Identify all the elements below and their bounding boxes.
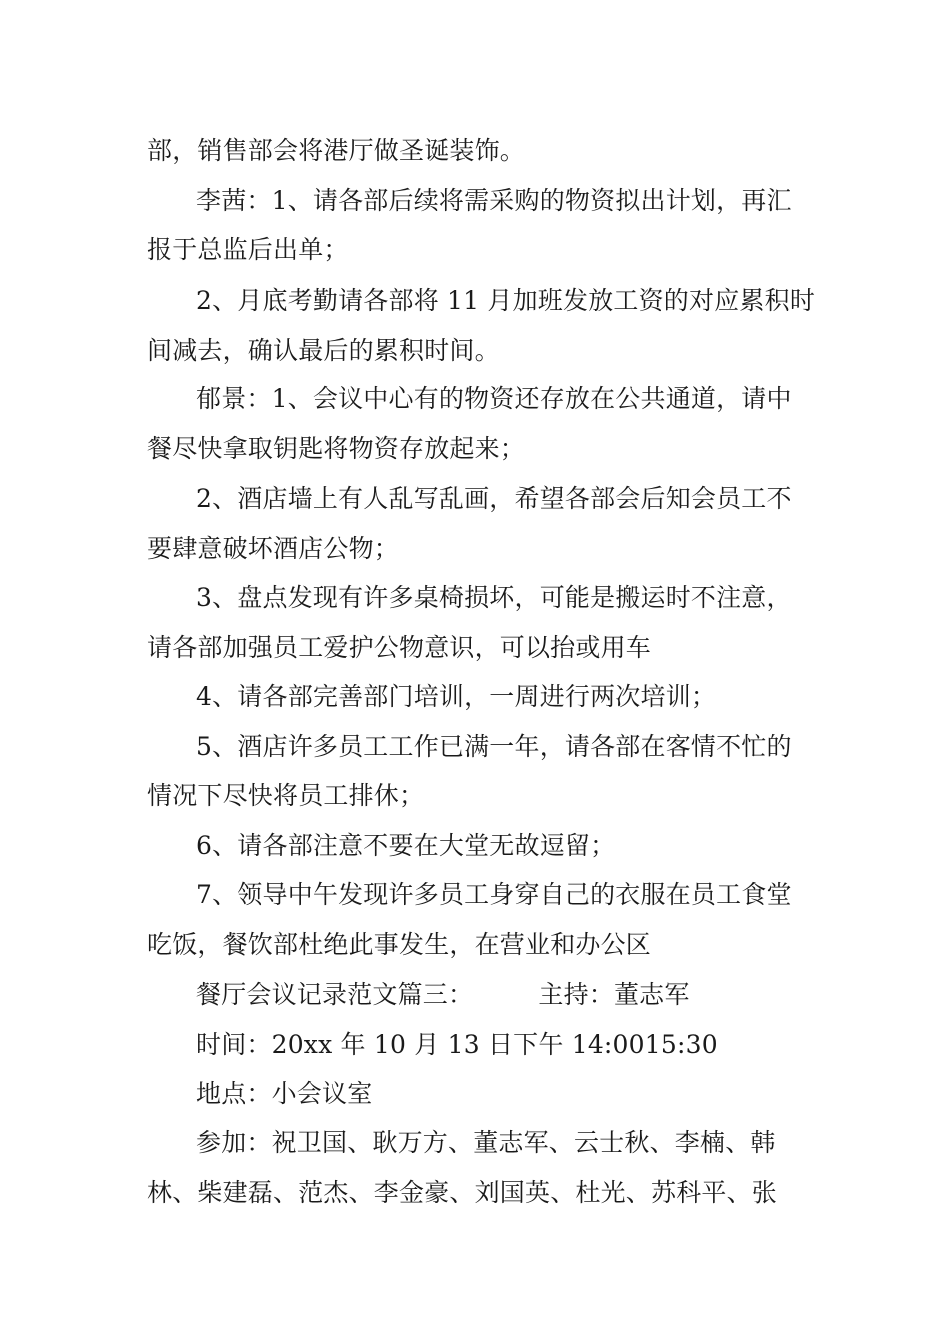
text-line: 2、月底考勤请各部将 11 月加班发放工资的对应累积时: [196, 286, 816, 315]
text-line: 餐尽快拿取钥匙将物资存放起来；: [147, 434, 526, 463]
text-line: 郁景：1、会议中心有的物资还存放在公共通道，请中: [196, 384, 792, 413]
text-line: 2、酒店墙上有人乱写乱画，希望各部会后知会员工不: [196, 484, 792, 513]
text-line: 4、请各部完善部门培训，一周进行两次培训；: [196, 682, 717, 711]
text-line: 要肆意破坏酒店公物；: [147, 534, 400, 563]
text-line: 林、柴建磊、范杰、李金豪、刘国英、杜光、苏科平、张: [147, 1178, 778, 1207]
text-line: 参加：祝卫国、耿万方、董志军、云士秋、李楠、韩: [196, 1128, 776, 1157]
text-line: 间减去，确认最后的累积时间。: [147, 336, 500, 365]
text-line: 6、请各部注意不要在大堂无故逗留；: [196, 831, 616, 860]
text-line: 7、领导中午发现许多员工身穿自己的衣服在员工食堂: [196, 880, 792, 909]
text-line: 吃饭，餐饮部杜绝此事发生，在营业和办公区: [147, 930, 652, 959]
text-line: 李茜：1、请各部后续将需采购的物资拟出计划，再汇: [196, 186, 792, 215]
text-line: 5、酒店许多员工工作已满一年，请各部在客情不忙的: [196, 732, 792, 761]
text-line: 地点：小会议室: [196, 1079, 373, 1108]
text-line: 部，销售部会将港厅做圣诞装饰。: [147, 136, 526, 165]
text-line: 3、盘点发现有许多桌椅损坏，可能是搬运时不注意，: [196, 583, 792, 612]
text-line: 报于总监后出单；: [147, 235, 349, 264]
text-line: 时间：20xx 年 10 月 13 日下午 14:0015:30: [196, 1030, 718, 1059]
text-line: 请各部加强员工爱护公物意识，可以抬或用车: [147, 633, 652, 662]
text-line: 餐厅会议记录范文篇三： 主持：董志军: [196, 980, 690, 1009]
text-line: 情况下尽快将员工排休；: [147, 781, 425, 810]
